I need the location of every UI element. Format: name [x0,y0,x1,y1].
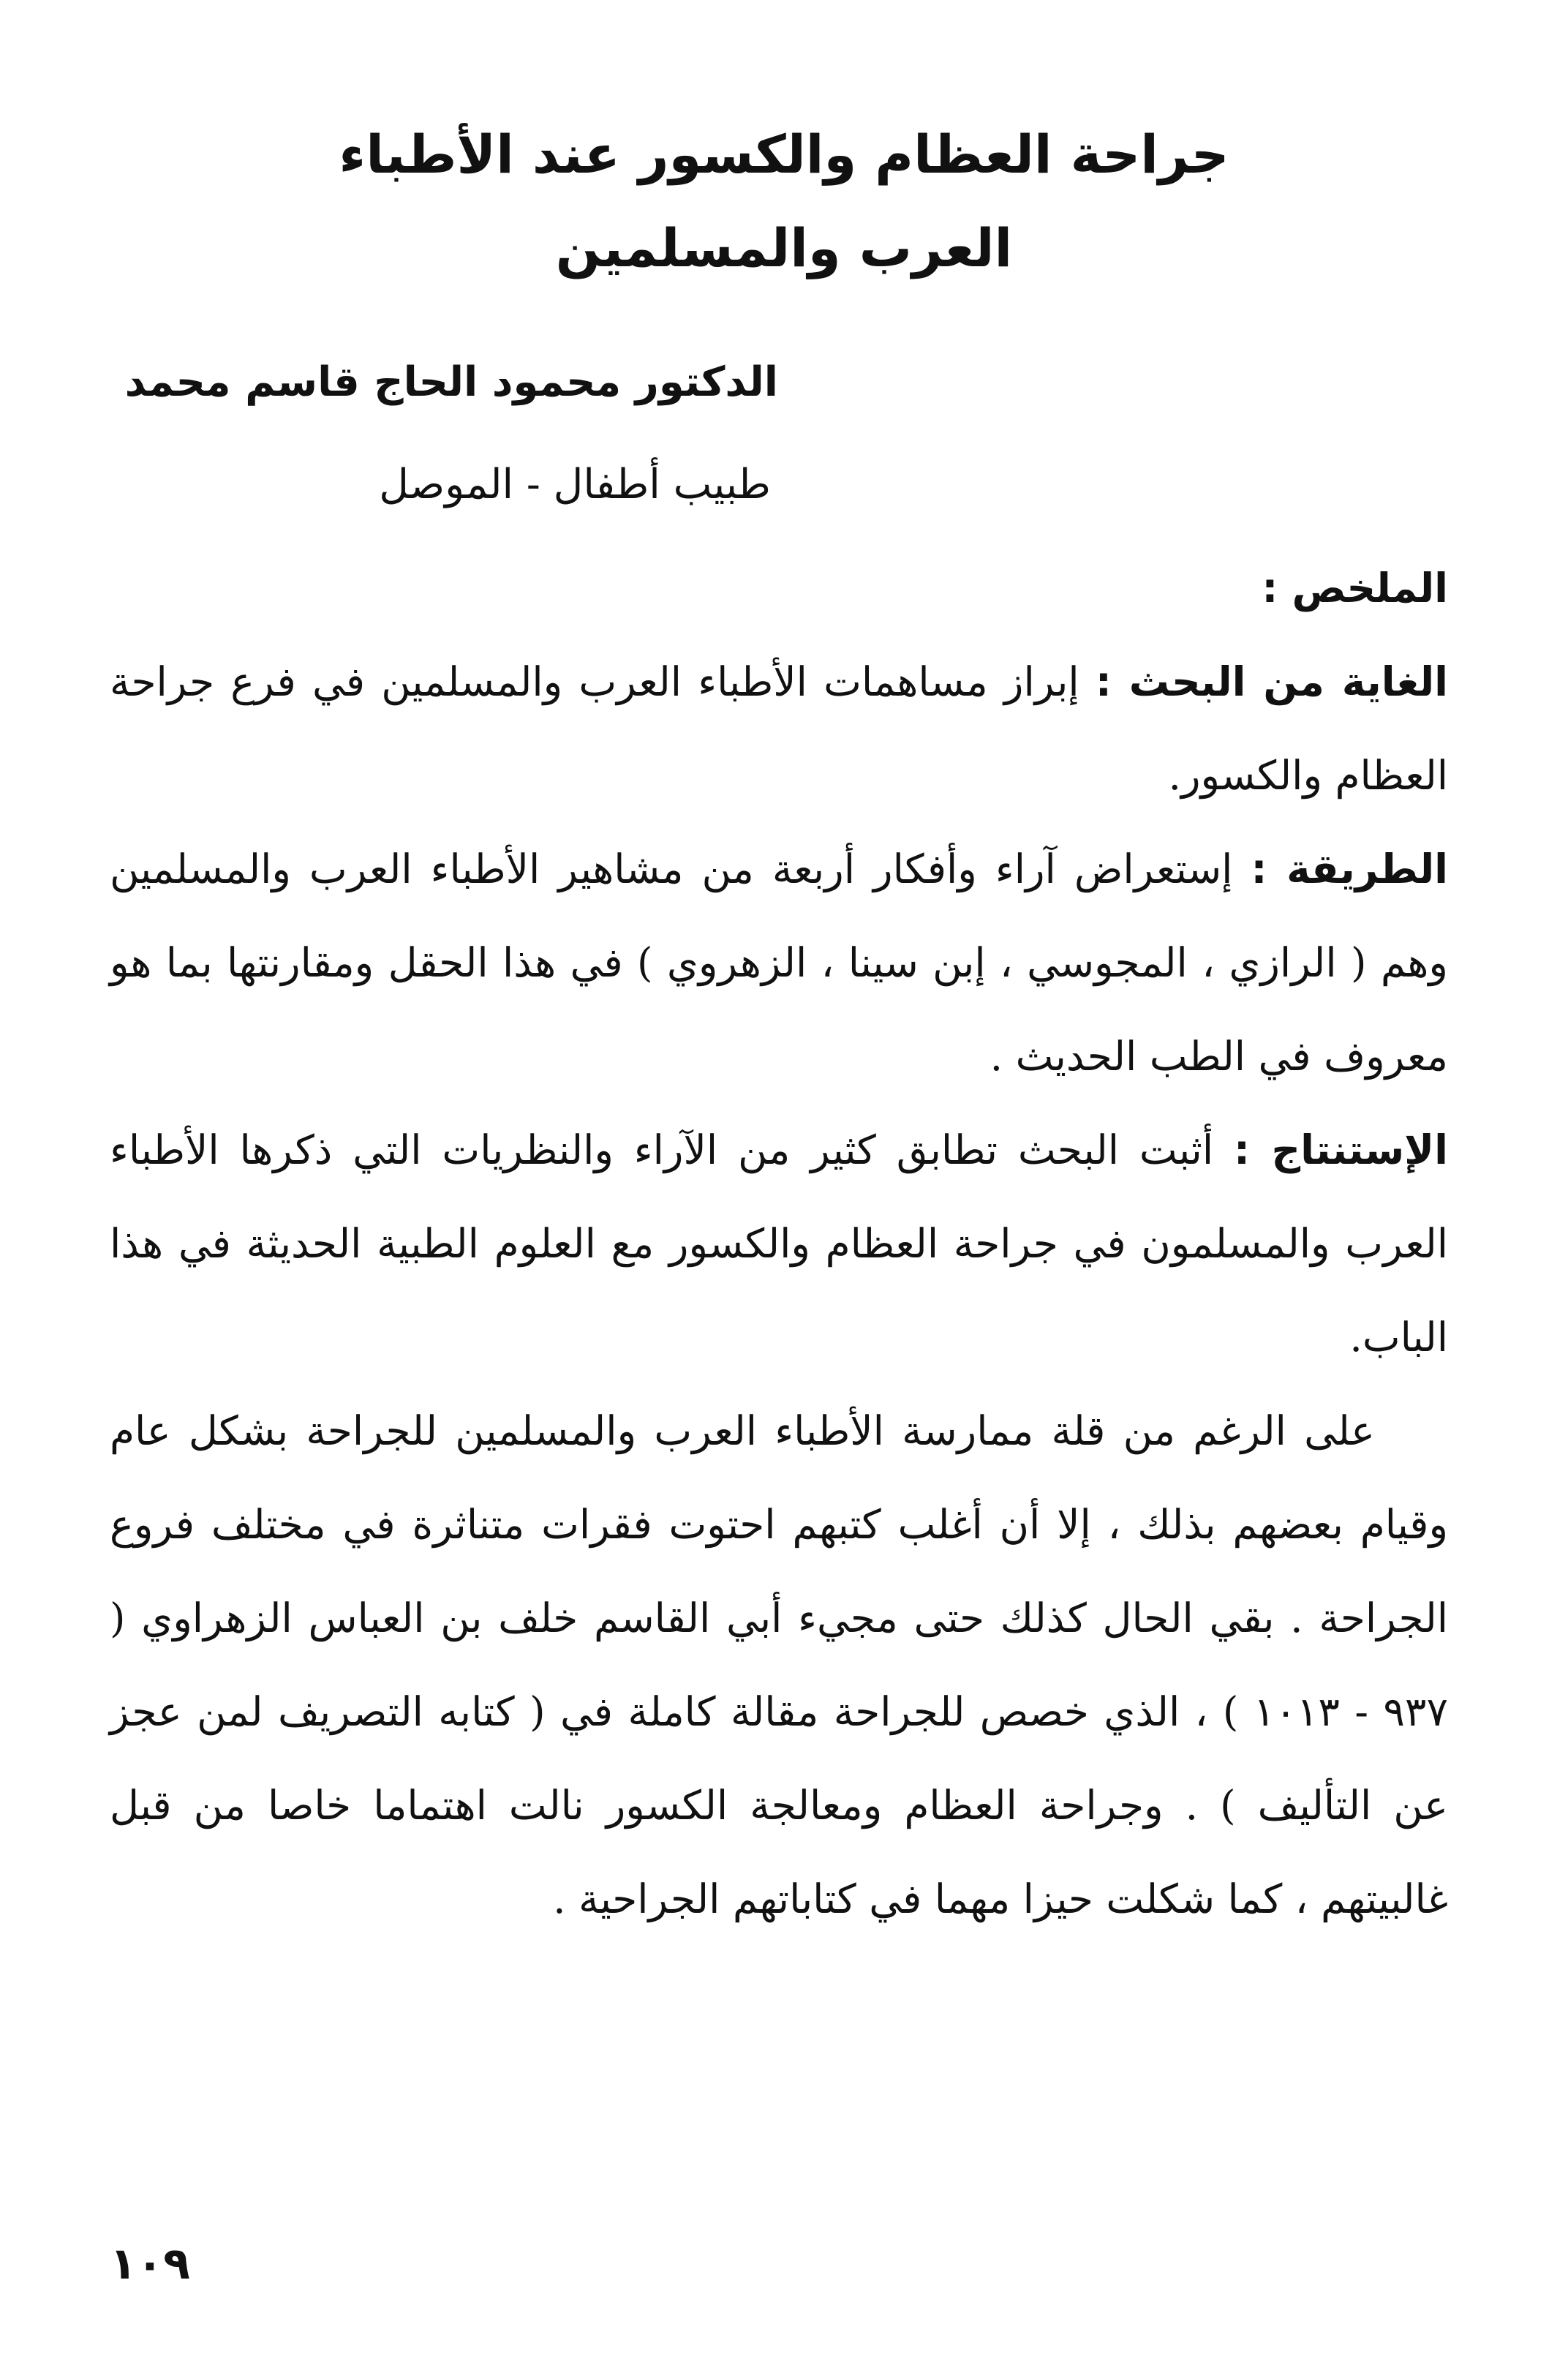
article-body [110,541,1448,1946]
method-label: الطريقة : [1251,846,1449,892]
method-paragraph [110,822,1448,1103]
objective-paragraph [110,635,1448,822]
author-affiliation: طبيب أطفال - الموصل [379,461,771,508]
conclusion-paragraph [110,1103,1448,1384]
summary-heading: الملخص : [1262,565,1448,612]
introduction-paragraph: على الرغم من قلة ممارسة الأطباء العرب والمسلمين للجراحة بشكل عام وقيام بعضهم بذلك ، إلا أن أغلب كتبهم احتوت فقرات متناثرة في مختلف فروع الجراحة . بقي الحال كذلك حتى مجيء أبي القاسم خلف بن العباس الزهراوي ( ٩٣٧ - ١٠١٣ ) ، الذي خصص للجراحة مقالة كاملة في ( كتابه التصريف لمن عجز عن التأليف ) . وجراحة العظام ومعالجة الكسور نالت اهتماما خاصا من قبل غالبيتهم ، كما شكلت حيزا مهما في كتاباتهم الجراحية . [110,1407,1448,1922]
conclusion-text: أثبت البحث تطابق كثير من الآراء والنظريات التي ذكرها الأطباء العرب والمسلمون في جراحة العظام والكسور مع العلوم الطبية الحديثة في هذا الباب. [110,1126,1448,1361]
author-name: الدكتور محمود الحاج قاسم محمد [124,358,778,406]
article-title-line-2: العرب والمسلمين [555,217,1013,279]
article-title-line-1: جراحة العظام والكسور عند الأطباء [339,124,1229,185]
method-text: إستعراض آراء وأفكار أربعة من مشاهير الأطباء العرب والمسلمين وهم ( الرازي ، المجوسي ، إبن سينا ، الزهروي ) في هذا الحقل ومقارنتها بما هو معروف في الطب الحديث . [110,846,1448,1080]
article-title-block [0,102,1568,280]
page-number: ١٠٩ [110,2238,190,2290]
conclusion-label: الإستنتاج : [1233,1126,1448,1173]
objective-text: إبراز مساهمات الأطباء العرب والمسلمين في فرع جراحة العظام والكسور. [110,658,1448,799]
objective-label: الغاية من البحث : [1095,658,1448,705]
summary-section [110,541,1448,1384]
